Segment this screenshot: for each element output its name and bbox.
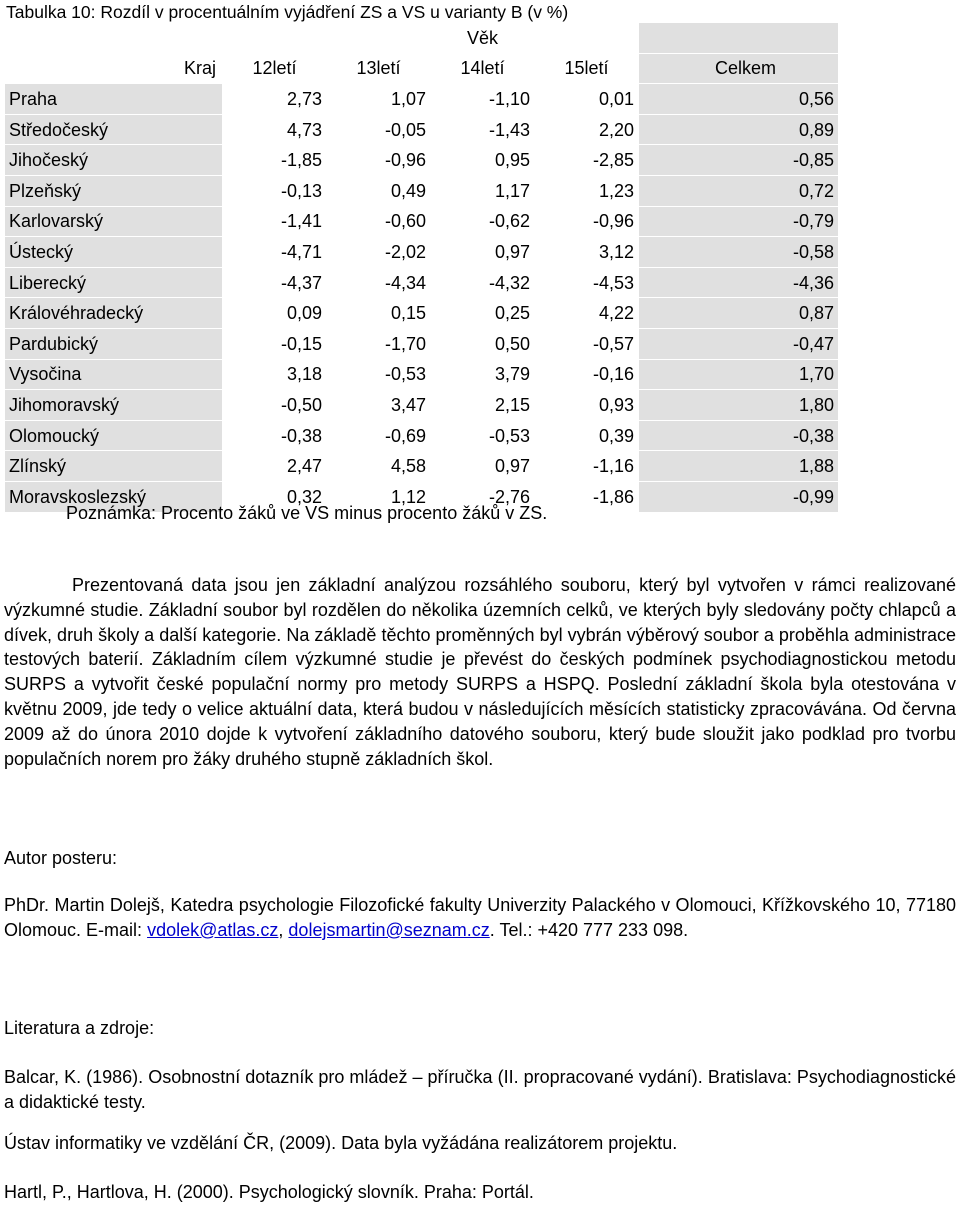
region-name-cell: Vysočina	[5, 359, 223, 390]
value-cell: 4,58	[327, 451, 431, 482]
column-header-celkem: Celkem	[639, 53, 839, 84]
table-group-header-row	[5, 23, 839, 54]
value-cell: -2,02	[327, 237, 431, 268]
value-cell: -0,15	[223, 328, 327, 359]
value-cell: -4,37	[223, 267, 327, 298]
value-cell: -4,34	[327, 267, 431, 298]
column-header-kraj: Kraj	[5, 53, 223, 84]
value-cell: 4,22	[535, 298, 639, 329]
reference-3: Hartl, P., Hartlova, H. (2000). Psychologický slovník. Praha: Portál.	[4, 1182, 534, 1202]
column-header-15: 15letí	[535, 53, 639, 84]
value-cell: -0,38	[639, 420, 839, 451]
value-cell: -0,47	[639, 328, 839, 359]
value-cell: -0,16	[535, 359, 639, 390]
value-cell: -0,13	[223, 175, 327, 206]
table-row	[5, 420, 839, 451]
value-cell: 2,73	[223, 84, 327, 115]
value-cell: 1,80	[639, 390, 839, 421]
value-cell: 3,79	[431, 359, 535, 390]
value-cell: -0,85	[639, 145, 839, 176]
table-row	[5, 328, 839, 359]
value-cell: 0,95	[431, 145, 535, 176]
table-row	[5, 114, 839, 145]
value-cell: 0,15	[327, 298, 431, 329]
value-cell: -1,86	[535, 481, 639, 512]
value-cell: 0,01	[535, 84, 639, 115]
value-cell: -0,50	[223, 390, 327, 421]
body-paragraph-text: Prezentovaná data jsou jen základní analýzou rozsáhlého souboru, který byl vytvořen v rámci realizované výzkumné studie. Základní soubor byl rozdělen do několika územních celků, ve kterých byly sledovány počty chlapců a dívek, druh školy a další kategorie. Na základě těchto proměnných byl vybrán výběrový soubor a proběhla administrace testových baterií. Základním cílem výzkumné studie je převést do českých podmínek psychodiagnostickou metodu SURPS a vytvořit české populační normy pro metody SURPS a HSPQ. Poslední základní škola byla otestována v květnu 2009, jde tedy o velice aktuální data, která budou v následujících měsících statisticky zpracovávána. Od června 2009 až do února 2010 dojde k vytvoření základního datového souboru, který bude sloužit jako podklad pro tvorbu populačních norem pro žáky druhého stupně základních škol.	[4, 575, 956, 769]
value-cell: 3,47	[327, 390, 431, 421]
value-cell: -0,99	[639, 481, 839, 512]
value-cell: -0,57	[535, 328, 639, 359]
value-cell: 1,17	[431, 175, 535, 206]
value-cell: 2,47	[223, 451, 327, 482]
value-cell: 0,72	[639, 175, 839, 206]
value-cell: -0,96	[535, 206, 639, 237]
region-name-cell: Olomoucký	[5, 420, 223, 451]
value-cell: 2,20	[535, 114, 639, 145]
value-cell: 2,15	[431, 390, 535, 421]
table-row	[5, 206, 839, 237]
table-row	[5, 84, 839, 115]
table-row	[5, 451, 839, 482]
region-name-cell: Jihočeský	[5, 145, 223, 176]
value-cell: 0,09	[223, 298, 327, 329]
value-cell: -2,85	[535, 145, 639, 176]
value-cell: -1,10	[431, 84, 535, 115]
table-row	[5, 145, 839, 176]
value-cell: 0,32	[223, 481, 327, 512]
value-cell: 4,73	[223, 114, 327, 145]
value-cell: 1,07	[327, 84, 431, 115]
value-cell: 1,70	[639, 359, 839, 390]
value-cell: -0,62	[431, 206, 535, 237]
value-cell: -4,53	[535, 267, 639, 298]
table-note: Poznámka: Procento žáků ve VS minus procento žáků v ZS.	[66, 503, 548, 523]
value-cell: 0,89	[639, 114, 839, 145]
value-cell: 0,97	[431, 237, 535, 268]
value-cell: 0,56	[639, 84, 839, 115]
author-heading: Autor posteru:	[4, 848, 118, 868]
table-caption: Tabulka 10: Rozdíl v procentuálním vyjádření ZS a VS u varianty B (v %)	[6, 2, 569, 22]
author-text: PhDr. Martin Dolejš, Katedra psychologie Filozofické fakulty Univerzity Palackého v Olomouci, Křížkovského 10, 77180 Olomouc. E-mail:	[4, 895, 956, 940]
value-cell: -0,58	[639, 237, 839, 268]
column-header-13: 13letí	[327, 53, 431, 84]
value-cell: -0,38	[223, 420, 327, 451]
reference-2: Ústav informatiky ve vzdělání ČR, (2009). Data byla vyžádána realizátorem projektu.	[4, 1133, 678, 1153]
region-name-cell: Středočeský	[5, 114, 223, 145]
region-name-cell: Moravskoslezský	[5, 481, 223, 512]
value-cell: -1,70	[327, 328, 431, 359]
table-row	[5, 175, 839, 206]
region-name-cell: Plzeňský	[5, 175, 223, 206]
group-header-vek: Věk	[327, 23, 639, 54]
email-link-dolejsmartin[interactable]: dolejsmartin@seznam.cz	[288, 919, 490, 940]
region-name-cell: Jihomoravský	[5, 390, 223, 421]
value-cell: -4,36	[639, 267, 839, 298]
region-name-cell: Královéhradecký	[5, 298, 223, 329]
table-row	[5, 390, 839, 421]
value-cell: -0,96	[327, 145, 431, 176]
value-cell: 0,25	[431, 298, 535, 329]
value-cell: -0,05	[327, 114, 431, 145]
value-cell: -1,41	[223, 206, 327, 237]
author-block: PhDr. Martin Dolejš, Katedra psychologie Filozofické fakulty Univerzity Palackého v Olomouci, Křížkovského 10, 77180 Olomouc. E-mail: vdolek@atlas.cz, dolejsmartin@seznam.cz. Tel.: +420 777 233 098.	[4, 895, 956, 940]
value-cell: 0,93	[535, 390, 639, 421]
body-paragraph	[4, 573, 956, 771]
value-cell: 0,49	[327, 175, 431, 206]
value-cell: -0,69	[327, 420, 431, 451]
column-header-14: 14letí	[431, 53, 535, 84]
value-cell: 0,87	[639, 298, 839, 329]
value-cell: 3,18	[223, 359, 327, 390]
reference-1: Balcar, K. (1986). Osobnostní dotazník pro mládež – příručka (II. propracované vydání). Bratislava: Psychodiagnostické a didaktické testy.	[4, 1067, 956, 1112]
region-name-cell: Karlovarský	[5, 206, 223, 237]
value-cell: 1,23	[535, 175, 639, 206]
author-phone: . Tel.: +420 777 233 098.	[489, 919, 689, 940]
value-cell: -4,32	[431, 267, 535, 298]
region-name-cell: Pardubický	[5, 328, 223, 359]
value-cell: 3,12	[535, 237, 639, 268]
region-name-cell: Zlínský	[5, 451, 223, 482]
table-column-header-row	[5, 53, 839, 84]
value-cell: 0,97	[431, 451, 535, 482]
table-row	[5, 359, 839, 390]
value-cell: -1,85	[223, 145, 327, 176]
value-cell: -1,43	[431, 114, 535, 145]
email-link-vdolek[interactable]: vdolek@atlas.cz	[147, 919, 279, 940]
table-row	[5, 237, 839, 268]
value-cell: -0,53	[327, 359, 431, 390]
value-cell: -2,76	[431, 481, 535, 512]
table-row	[5, 267, 839, 298]
region-name-cell: Ústecký	[5, 237, 223, 268]
literature-heading: Literatura a zdroje:	[4, 1018, 155, 1038]
region-name-cell: Praha	[5, 84, 223, 115]
value-cell: -0,60	[327, 206, 431, 237]
table-row	[5, 298, 839, 329]
value-cell: -1,16	[535, 451, 639, 482]
data-table	[4, 22, 839, 513]
value-cell: -0,79	[639, 206, 839, 237]
value-cell: 0,50	[431, 328, 535, 359]
value-cell: -0,53	[431, 420, 535, 451]
column-header-12: 12letí	[223, 53, 327, 84]
value-cell: 1,88	[639, 451, 839, 482]
region-name-cell: Liberecký	[5, 267, 223, 298]
value-cell: -4,71	[223, 237, 327, 268]
value-cell: 0,39	[535, 420, 639, 451]
value-cell: 1,12	[327, 481, 431, 512]
